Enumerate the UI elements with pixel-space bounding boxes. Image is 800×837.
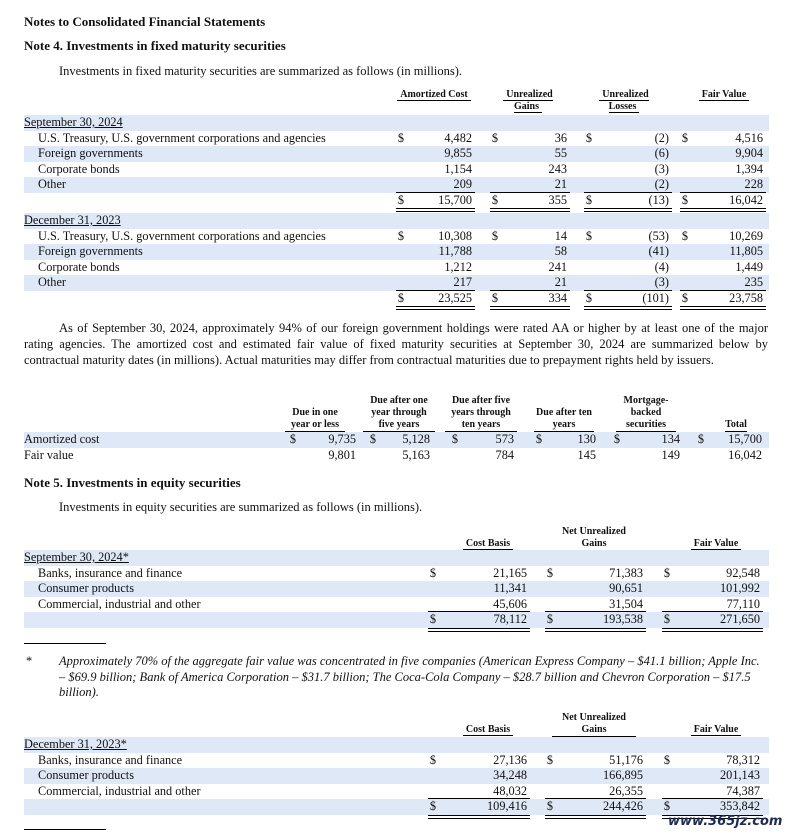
total-cost: 78,112 <box>493 612 527 626</box>
cell-fair: 101,992 <box>720 581 760 595</box>
maturity-cell: 149 <box>661 448 680 462</box>
row-label: Commercial, industrial and other <box>38 783 201 798</box>
total-row <box>24 291 769 307</box>
currency-symbol: $ <box>491 192 499 207</box>
currency-symbol: $ <box>697 432 705 446</box>
maturity-cell: 5,163 <box>402 448 430 462</box>
currency-symbol: $ <box>546 799 554 813</box>
footnote-mark: * <box>26 654 33 668</box>
watermark-text: www.365jz.com <box>668 814 783 829</box>
table-row <box>24 177 769 193</box>
eq-header-net-gains: Net Unrealized Gains <box>552 526 636 551</box>
currency-symbol: $ <box>681 130 689 145</box>
maturity-cell: 573 <box>495 432 514 446</box>
currency-symbol: $ <box>663 565 671 580</box>
total-double-rule <box>428 628 530 632</box>
mat-header-5: Mortgage-backed securities <box>616 395 676 432</box>
currency-symbol: $ <box>585 192 593 207</box>
currency-symbol: $ <box>681 192 689 207</box>
total-double-rule <box>584 208 672 212</box>
cell-fair: 92,548 <box>726 565 760 580</box>
eq-header-fair-value: Fair Value <box>668 538 764 550</box>
total-losses: (101) <box>642 290 669 305</box>
cell-cost: 48,032 <box>493 783 527 798</box>
mat-header-4: Due after ten years <box>534 407 594 432</box>
currency-symbol: $ <box>289 432 297 446</box>
cell-fair: 235 <box>744 275 763 289</box>
cell-cost: 209 <box>453 177 472 191</box>
maturity-cell: 130 <box>577 432 596 446</box>
note4-intro: Investments in fixed maturity securities are summarized as follows (in millions). <box>59 64 463 78</box>
cell-cost: 1,212 <box>444 259 472 274</box>
cell-cost: 11,341 <box>493 581 527 595</box>
row-label: Foreign governments <box>38 146 143 160</box>
table-row <box>24 131 769 147</box>
table-row <box>24 768 769 784</box>
total-fair: 271,650 <box>720 612 760 626</box>
mat-header-6: Total <box>725 419 747 430</box>
eq-header-fair-value-2: Fair Value <box>668 724 764 736</box>
total-losses: (13) <box>648 192 669 207</box>
cell-gains: 55 <box>554 146 567 160</box>
currency-symbol: $ <box>369 432 377 446</box>
cell-fair: 74,387 <box>726 783 760 798</box>
total-double-rule <box>680 306 766 310</box>
currency-symbol: $ <box>663 612 671 626</box>
table-row <box>24 229 769 245</box>
table-row <box>24 146 769 162</box>
total-double-rule <box>396 208 475 212</box>
cell-losses: (6) <box>654 146 669 160</box>
total-gains: 193,538 <box>603 612 643 626</box>
col-header-fair-value: Fair Value <box>684 89 764 101</box>
maturity-cell: 784 <box>495 448 514 462</box>
total-cost: 15,700 <box>438 192 472 207</box>
total-row <box>24 612 769 628</box>
cell-cost: 217 <box>453 275 472 289</box>
row-label: Consumer products <box>38 768 134 782</box>
currency-symbol: $ <box>429 612 437 626</box>
row-label: Other <box>38 177 66 191</box>
row-label: Corporate bonds <box>38 259 120 274</box>
cell-losses: (3) <box>654 161 669 176</box>
currency-symbol: $ <box>491 130 499 145</box>
section-label: December 31, 2023 <box>24 213 769 229</box>
total-double-rule <box>428 815 530 819</box>
eq-header-cost-basis: Cost Basis <box>443 538 533 550</box>
table-row <box>24 244 769 260</box>
bottom-rule <box>24 829 106 830</box>
cell-cost: 10,308 <box>438 228 472 243</box>
cell-gains: 14 <box>554 228 567 243</box>
maturity-cell: 134 <box>661 432 680 446</box>
table-row <box>24 275 769 291</box>
total-gains: 244,426 <box>603 799 643 813</box>
table-row <box>24 581 769 597</box>
currency-symbol: $ <box>681 290 689 305</box>
currency-symbol: $ <box>585 130 593 145</box>
cell-cost: 11,788 <box>438 244 472 258</box>
table-row <box>24 753 769 769</box>
maturity-paragraph: As of September 30, 2024, approximately 94% of our foreign government holdings were rated AA or higher by at least one of the major rating agencies. The amortized cost and estimated fair value of fixed maturity securities at September 30, 2024 are summarized below by contractual maturity dates (in millions). Actual maturities may differ from contractual maturities due to prepayment rights held by issuers. <box>24 321 768 367</box>
mat-header-2: Due after one year through five years <box>363 395 435 432</box>
table-row <box>24 784 769 800</box>
section-label: September 30, 2024* <box>24 550 769 566</box>
cell-fair: 4,516 <box>735 130 763 145</box>
cell-gains: 21 <box>554 177 567 191</box>
row-label: U.S. Treasury, U.S. government corporations and agencies <box>38 130 326 145</box>
currency-symbol: $ <box>546 612 554 626</box>
cell-gains: 31,504 <box>609 596 643 611</box>
col-header-amortized-cost: Amortized Cost <box>396 89 472 101</box>
currency-symbol: $ <box>397 290 405 305</box>
maturity-cell: 15,700 <box>728 432 762 446</box>
total-fair: 23,758 <box>729 290 763 305</box>
note5-intro: Investments in equity securities are summarized as follows (in millions). <box>59 500 423 514</box>
cell-cost: 34,248 <box>493 768 527 782</box>
section-label: December 31, 2023* <box>24 737 769 753</box>
total-double-rule <box>396 306 475 310</box>
row-label: Consumer products <box>38 581 134 595</box>
total-cost: 23,525 <box>438 290 472 305</box>
total-fair: 353,842 <box>720 799 760 813</box>
currency-symbol: $ <box>613 432 621 446</box>
col-header-unrealized-losses: Unrealized Losses <box>584 89 664 113</box>
cell-gains: 36 <box>554 130 567 145</box>
maturity-cell: 9,801 <box>328 448 356 462</box>
cell-fair: 77,110 <box>726 596 760 611</box>
currency-symbol: $ <box>546 565 554 580</box>
currency-symbol: $ <box>546 752 554 767</box>
total-double-rule <box>662 628 763 632</box>
table-row <box>24 566 769 582</box>
cell-losses: (3) <box>654 275 669 289</box>
footnote-rule <box>24 643 106 644</box>
cell-fair: 1,449 <box>735 259 763 274</box>
currency-symbol: $ <box>397 130 405 145</box>
cell-gains: 26,355 <box>609 783 643 798</box>
total-double-rule <box>680 208 766 212</box>
row-label: U.S. Treasury, U.S. government corporations and agencies <box>38 228 326 243</box>
cell-fair: 78,312 <box>726 752 760 767</box>
mat-header-3: Due after five years through ten years <box>445 395 517 432</box>
row-label: Other <box>38 275 66 289</box>
row-label: Fair value <box>24 448 74 462</box>
currency-symbol: $ <box>429 799 437 813</box>
cell-losses: (53) <box>648 228 669 243</box>
currency-symbol: $ <box>491 290 499 305</box>
total-double-rule <box>490 306 570 310</box>
total-fair: 16,042 <box>729 192 763 207</box>
cell-cost: 45,606 <box>493 596 527 611</box>
cell-gains: 58 <box>554 244 567 258</box>
table-row <box>24 597 769 613</box>
total-gains: 334 <box>548 290 567 305</box>
cell-cost: 9,855 <box>444 146 472 160</box>
page-heading: Notes to Consolidated Financial Statements <box>24 14 266 29</box>
row-label: Banks, insurance and finance <box>38 565 183 580</box>
total-double-rule <box>545 628 646 632</box>
currency-symbol: $ <box>397 228 405 243</box>
maturity-cell: 9,735 <box>328 432 356 446</box>
currency-symbol: $ <box>585 290 593 305</box>
note5-title: Note 5. Investments in equity securities <box>24 475 241 490</box>
cell-gains: 243 <box>548 161 567 176</box>
eq-header-cost-basis-2: Cost Basis <box>443 724 533 736</box>
footnote-text: Approximately 70% of the aggregate fair value was concentrated in five companies (American Express Company – $41.1 billion; Apple Inc. – $69.9 billion; Bank of America Corporation – $31.7 billion; The Coca-Cola Company – $28.7 billion and Chevron Corporation – $17.5 billion). <box>59 654 760 699</box>
currency-symbol: $ <box>491 228 499 243</box>
currency-symbol: $ <box>429 565 437 580</box>
maturity-row <box>24 448 769 464</box>
row-label: Amortized cost <box>24 432 100 446</box>
total-double-rule <box>490 208 570 212</box>
cell-gains: 51,176 <box>609 752 643 767</box>
cell-cost: 21,165 <box>493 565 527 580</box>
cell-fair: 10,269 <box>729 228 763 243</box>
maturity-row <box>24 432 769 448</box>
cell-gains: 241 <box>548 259 567 274</box>
note4-title: Note 4. Investments in fixed maturity securities <box>24 38 286 53</box>
maturity-cell: 16,042 <box>728 448 762 462</box>
col-header-unrealized-gains: Unrealized Gains <box>490 89 566 113</box>
row-label: Banks, insurance and finance <box>38 752 183 767</box>
cell-losses: (41) <box>648 244 669 258</box>
maturity-cell: 5,128 <box>402 432 430 446</box>
total-double-rule <box>545 815 646 819</box>
cell-cost: 4,482 <box>444 130 472 145</box>
cell-losses: (2) <box>654 177 669 191</box>
total-cost: 109,416 <box>487 799 527 813</box>
currency-symbol: $ <box>429 752 437 767</box>
currency-symbol: $ <box>535 432 543 446</box>
total-gains: 355 <box>548 192 567 207</box>
cell-cost: 1,154 <box>444 161 472 176</box>
currency-symbol: $ <box>451 432 459 446</box>
total-double-rule <box>584 306 672 310</box>
cell-gains: 90,651 <box>609 581 643 595</box>
row-label: Corporate bonds <box>38 161 120 176</box>
cell-fair: 11,805 <box>729 244 763 258</box>
cell-gains: 71,383 <box>609 565 643 580</box>
cell-gains: 166,895 <box>603 768 643 782</box>
cell-fair: 228 <box>744 177 763 191</box>
mat-header-1: Due in one year or less <box>285 407 345 432</box>
total-row <box>24 799 769 815</box>
maturity-cell: 145 <box>577 448 596 462</box>
cell-fair: 201,143 <box>720 768 760 782</box>
cell-cost: 27,136 <box>493 752 527 767</box>
section-label: September 30, 2024 <box>24 115 769 131</box>
currency-symbol: $ <box>585 228 593 243</box>
currency-symbol: $ <box>397 192 405 207</box>
row-label: Commercial, industrial and other <box>38 596 201 611</box>
cell-fair: 1,394 <box>735 161 763 176</box>
cell-gains: 21 <box>554 275 567 289</box>
currency-symbol: $ <box>681 228 689 243</box>
currency-symbol: $ <box>663 752 671 767</box>
currency-symbol: $ <box>663 799 671 813</box>
cell-losses: (4) <box>654 259 669 274</box>
table-row <box>24 260 769 276</box>
eq-header-net-gains-2: Net Unrealized Gains <box>552 712 636 737</box>
row-label: Foreign governments <box>38 244 143 258</box>
total-row <box>24 193 769 209</box>
cell-fair: 9,904 <box>735 146 763 160</box>
cell-losses: (2) <box>654 130 669 145</box>
table-row <box>24 162 769 178</box>
